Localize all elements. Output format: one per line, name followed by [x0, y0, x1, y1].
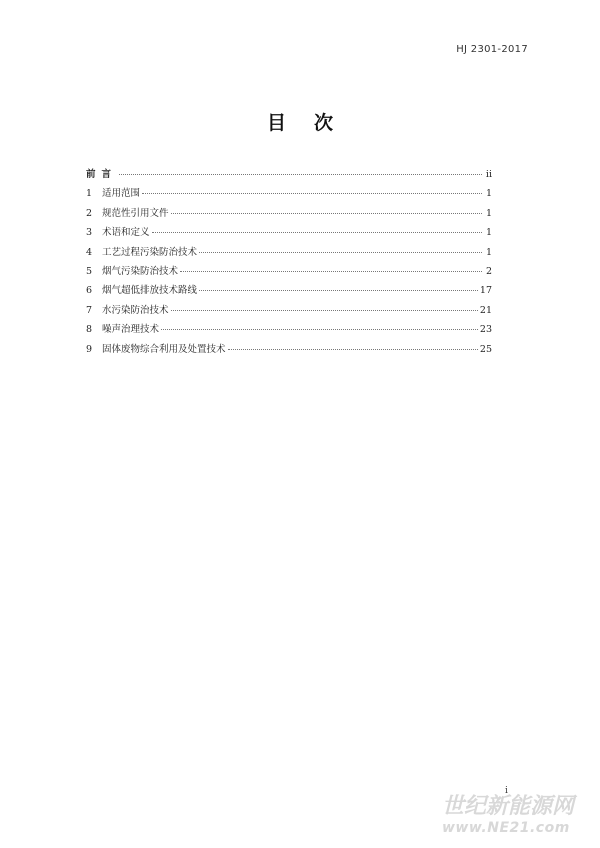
- toc-entry-number: 7: [86, 304, 93, 316]
- toc-entry-9[interactable]: [86, 341, 492, 360]
- toc-entry-6[interactable]: [86, 282, 492, 301]
- page-title: 目次: [266, 112, 361, 134]
- toc-entry-page: ii: [485, 169, 492, 180]
- toc-entry-page: 2: [485, 265, 492, 277]
- toc-entry-page: 1: [485, 246, 492, 258]
- watermark: [442, 794, 597, 836]
- toc-entry-page: 1: [485, 188, 492, 200]
- toc-entry-5[interactable]: [86, 263, 492, 282]
- toc-leader-dots: [180, 271, 482, 272]
- toc-leader-dots: [161, 329, 478, 330]
- toc-entry-number: 3: [86, 227, 93, 239]
- toc-entry-preface[interactable]: [86, 166, 492, 185]
- toc-entry-page: 23: [479, 324, 492, 336]
- document-code: HJ 2301-2017: [456, 44, 528, 55]
- watermark-url: www.NE21.com: [442, 820, 570, 836]
- toc-entry-label: 烟气超低排放技术路线: [102, 285, 198, 297]
- toc-entry-page: 25: [479, 343, 492, 355]
- toc-leader-dots: [228, 349, 478, 350]
- toc-leader-dots: [171, 213, 482, 214]
- toc-entry-page: 21: [479, 304, 492, 316]
- watermark-name: 世纪新能源网: [442, 794, 575, 819]
- toc-entry-1[interactable]: [86, 185, 492, 204]
- toc-entry-number: 9: [86, 343, 93, 355]
- toc-entry-number: 1: [86, 188, 93, 200]
- toc-leader-dots: [171, 310, 478, 311]
- toc-entry-2[interactable]: [86, 205, 492, 224]
- toc-leader-dots: [119, 174, 482, 175]
- toc-leader-dots: [199, 290, 478, 291]
- toc-entry-number: 8: [86, 324, 93, 336]
- toc-entry-4[interactable]: [86, 244, 492, 263]
- toc-entry-label: 规范性引用文件: [102, 207, 169, 219]
- table-of-contents: [86, 166, 492, 360]
- toc-entry-number: 2: [86, 207, 93, 219]
- toc-entry-label: 固体废物综合利用及处置技术: [102, 343, 226, 355]
- toc-leader-dots: [142, 193, 482, 194]
- toc-entry-8[interactable]: [86, 321, 492, 340]
- toc-entry-label: 适用范围: [102, 188, 141, 200]
- toc-entry-page: 1: [485, 207, 492, 219]
- toc-entry-label: 烟气污染防治技术: [102, 265, 179, 277]
- toc-entry-7[interactable]: [86, 302, 492, 321]
- toc-entry-page: 1: [485, 227, 492, 239]
- toc-entry-page: 17: [479, 285, 492, 297]
- toc-entry-number: 6: [86, 285, 93, 297]
- toc-entry-label: 工艺过程污染防治技术: [102, 246, 198, 258]
- toc-leader-dots: [152, 232, 482, 233]
- toc-entry-label: 术语和定义: [102, 227, 150, 239]
- toc-entry-label: 噪声治理技术: [102, 324, 160, 336]
- toc-entry-number: 5: [86, 265, 93, 277]
- toc-entry-3[interactable]: [86, 224, 492, 243]
- toc-entry-label: 前言: [86, 169, 118, 180]
- page-number: i: [505, 786, 508, 796]
- toc-entry-label: 水污染防治技术: [102, 304, 169, 316]
- toc-leader-dots: [199, 252, 482, 253]
- toc-entry-number: 4: [86, 246, 93, 258]
